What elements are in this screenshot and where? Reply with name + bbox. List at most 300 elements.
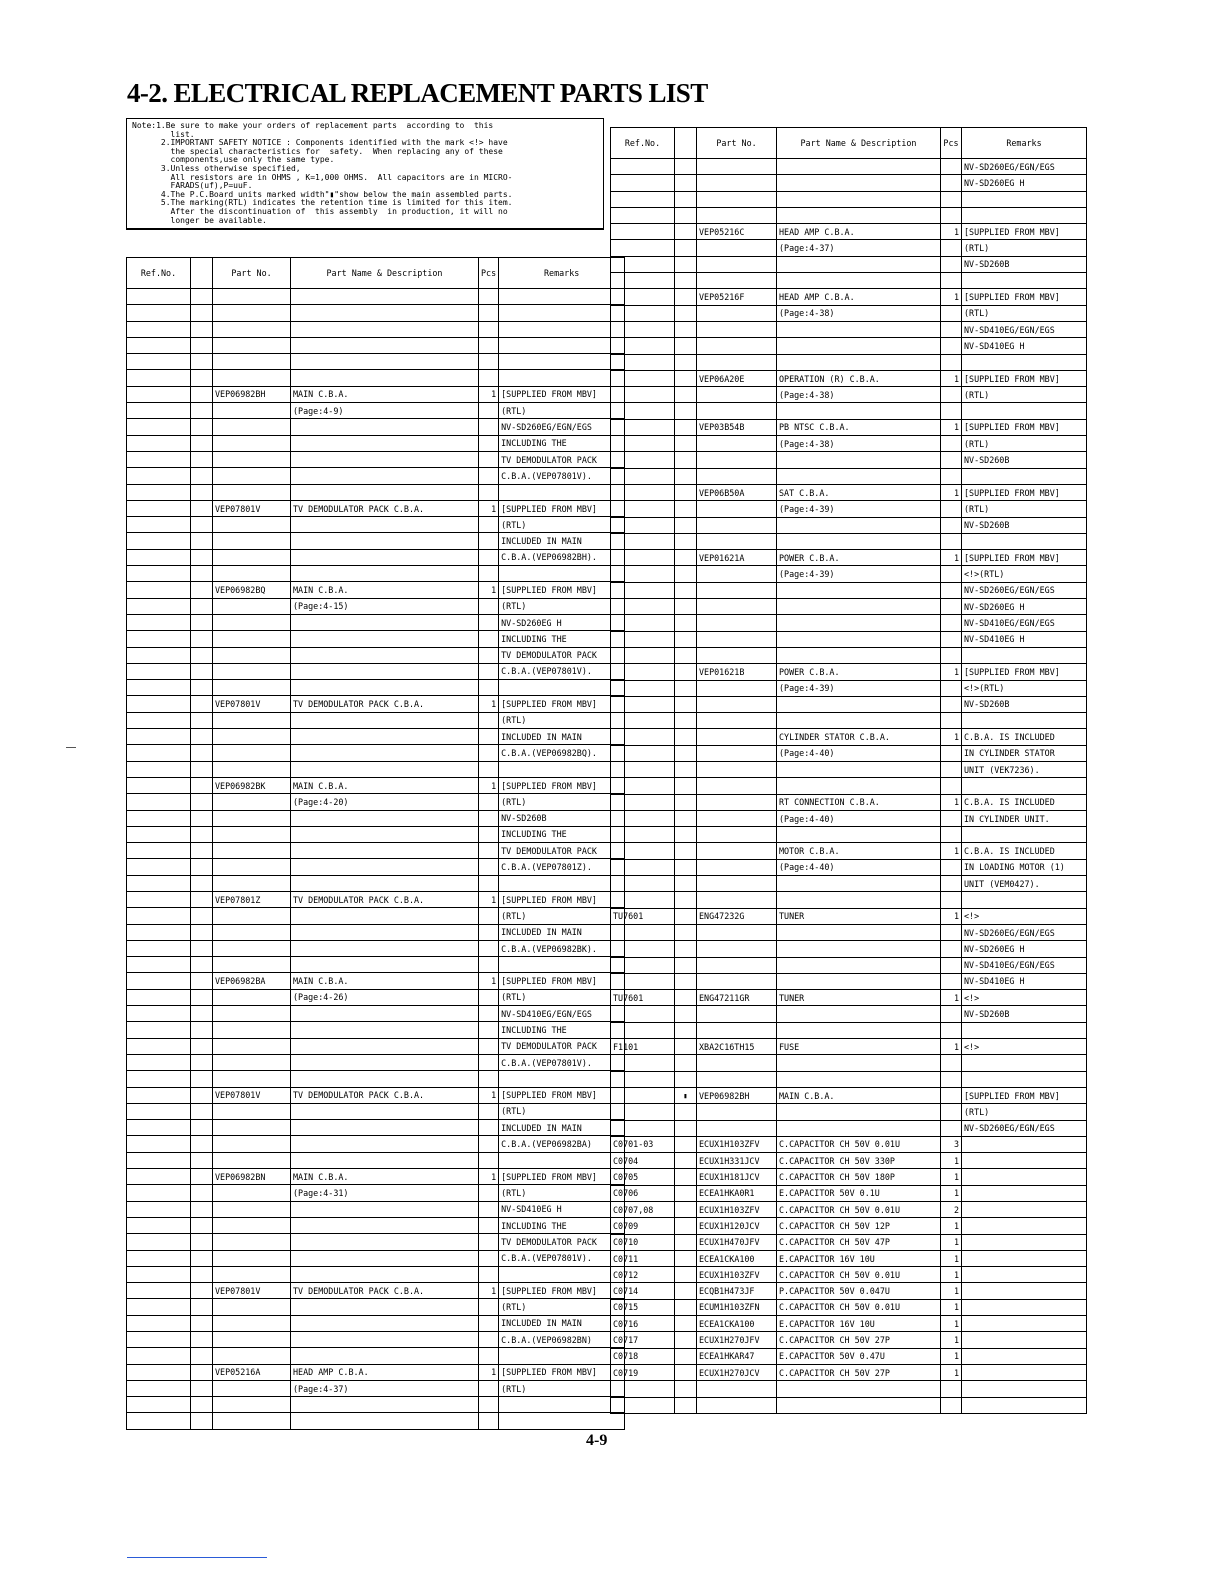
note-line: FARADS(uf),P=uuF. [132,182,253,191]
ref-no-cell [611,289,675,305]
part-name-cell [291,1038,479,1054]
part-name-cell [777,403,941,419]
note-line: 5.The marking(RTL) indicates the retention time is limited for this item. [132,199,513,208]
table-row [127,1266,625,1282]
table-row [127,1380,625,1396]
pcs-cell [479,712,499,728]
bullet-cell [191,500,213,516]
part-name-cell: SAT C.B.A. [777,484,941,500]
pcs-cell [479,1299,499,1315]
header-ref-no: Ref.No. [127,258,191,289]
bullet-cell [191,1103,213,1119]
ref-no-cell [127,1299,191,1315]
part-name-cell [291,940,479,956]
remarks-cell [962,1316,1087,1332]
table-row [611,159,1087,175]
bullet-cell [191,354,213,370]
remarks-cell [962,1022,1087,1038]
part-no-cell: VEP03B54B [697,419,777,435]
table-row [127,1283,625,1299]
part-name-cell: E.CAPACITOR 50V 0.47U [777,1348,941,1364]
part-no-cell [213,631,291,647]
ref-no-cell [127,794,191,810]
part-name-cell: E.CAPACITOR 50V 0.1U [777,1185,941,1201]
table-row [127,989,625,1005]
pcs-cell: 1 [941,1185,962,1201]
pcs-cell: 1 [941,1039,962,1055]
bullet-cell [675,1283,697,1299]
bullet-cell [675,321,697,337]
part-no-cell: VEP07801Z [213,891,291,907]
part-name-cell: (Page:4-40) [777,859,941,875]
ref-no-cell [611,876,675,892]
remarks-cell [962,1250,1087,1266]
table-row [611,1202,1087,1218]
part-name-cell [777,256,941,272]
remarks-cell [499,1413,625,1429]
ref-no-cell [611,338,675,354]
bullet-cell [191,1006,213,1022]
part-no-cell [697,631,777,647]
part-no-cell [697,941,777,957]
part-no-cell [697,403,777,419]
pcs-cell [479,1201,499,1217]
table-row [127,745,625,761]
part-name-cell [777,892,941,908]
bullet-cell [675,207,697,223]
part-name-cell: (Page:4-40) [777,745,941,761]
part-no-cell [213,745,291,761]
bullet-cell [675,990,697,1006]
pcs-cell [479,745,499,761]
ref-no-cell [127,468,191,484]
bullet-cell [675,452,697,468]
bullet-cell [675,419,697,435]
part-no-cell: ECUX1H103ZFV [697,1136,777,1152]
part-no-cell [213,924,291,940]
part-name-cell: MOTOR C.B.A. [777,843,941,859]
pcs-cell [479,1234,499,1250]
remarks-cell: (RTL) [499,908,625,924]
remarks-cell: NV-SD260EG/EGN/EGS [962,159,1087,175]
table-row [127,631,625,647]
part-name-cell [291,663,479,679]
table-row [127,1250,625,1266]
pcs-cell: 1 [941,990,962,1006]
ref-no-cell: TU7601 [611,908,675,924]
table-row [611,370,1087,386]
pcs-cell [479,337,499,353]
ref-no-cell [127,826,191,842]
part-name-cell [291,1299,479,1315]
part-name-cell [291,1136,479,1152]
remarks-cell: (RTL) [962,305,1087,321]
part-name-cell [291,1413,479,1429]
pcs-cell [941,517,962,533]
ref-no-cell: C0712 [611,1267,675,1283]
remarks-cell [962,1185,1087,1201]
footer-rule [127,1557,267,1558]
part-no-cell [213,1006,291,1022]
bullet-cell [675,273,697,289]
table-row [611,1153,1087,1169]
pcs-cell [941,256,962,272]
part-no-cell: VEP06982BH [697,1087,777,1103]
part-no-cell: ECEA1HKA0R1 [697,1185,777,1201]
part-name-cell [291,924,479,940]
table-row [127,680,625,696]
ref-no-cell [127,957,191,973]
part-no-cell [213,533,291,549]
table-row [127,1364,625,1380]
bullet-cell [191,631,213,647]
bullet-cell [675,843,697,859]
remarks-cell [499,1266,625,1282]
ref-no-cell [611,305,675,321]
part-name-cell: TUNER [777,990,941,1006]
ref-no-cell [611,1381,675,1397]
remarks-cell: UNIT (VEK7236). [962,761,1087,777]
table-row [127,1413,625,1429]
remarks-cell: NV-SD260B [962,517,1087,533]
part-name-cell: (Page:4-26) [291,989,479,1005]
part-no-cell [213,729,291,745]
bullet-cell [191,826,213,842]
pcs-cell [941,713,962,729]
bullet-cell [675,305,697,321]
bullet-cell [191,680,213,696]
remarks-cell [499,370,625,386]
table-row [127,305,625,321]
pcs-cell: 1 [941,1316,962,1332]
ref-no-cell [127,1185,191,1201]
table-row [611,289,1087,305]
remarks-cell [962,1381,1087,1397]
remarks-cell: C.B.A.(VEP07801V). [499,1250,625,1266]
part-name-cell [291,419,479,435]
bullet-cell [191,1234,213,1250]
pcs-cell [479,321,499,337]
table-row [127,647,625,663]
part-name-cell [291,1022,479,1038]
part-name-cell [291,729,479,745]
remarks-cell: NV-SD410EG/EGN/EGS [962,615,1087,631]
ref-no-cell [127,566,191,582]
remarks-cell: NV-SD410EG/EGN/EGS [499,1006,625,1022]
ref-no-cell: C0711 [611,1250,675,1266]
bullet-cell [191,1136,213,1152]
ref-no-cell [127,1006,191,1022]
remarks-cell [962,778,1087,794]
part-name-cell [777,713,941,729]
part-no-cell [213,647,291,663]
bullet-cell [675,745,697,761]
table-row [611,810,1087,826]
remarks-cell: TV DEMODULATOR PACK [499,451,625,467]
remarks-cell: IN LOADING MOTOR (1) [962,859,1087,875]
part-name-cell: RT CONNECTION C.B.A. [777,794,941,810]
pcs-cell: 1 [941,1234,962,1250]
part-name-cell: (Page:4-20) [291,794,479,810]
table-row [127,354,625,370]
ref-no-cell [127,1071,191,1087]
pcs-cell [479,1397,499,1413]
table-row [127,1054,625,1070]
pcs-cell [479,1332,499,1348]
bullet-cell [191,289,213,305]
pcs-cell: 1 [941,1218,962,1234]
bullet-cell [191,1397,213,1413]
part-name-cell: MAIN C.B.A. [291,973,479,989]
ref-no-cell: C0714 [611,1283,675,1299]
remarks-cell: (RTL) [962,1104,1087,1120]
part-no-cell [213,337,291,353]
remarks-cell: (RTL) [962,501,1087,517]
ref-no-cell: C0718 [611,1348,675,1364]
pcs-cell [941,240,962,256]
part-no-cell [697,305,777,321]
table-row [611,1104,1087,1120]
part-name-cell [291,549,479,565]
table-row [127,1332,625,1348]
bullet-cell [675,1185,697,1201]
bullet-cell [675,387,697,403]
table-row [611,729,1087,745]
pcs-cell [941,321,962,337]
ref-no-cell [127,859,191,875]
part-name-cell [291,1332,479,1348]
ref-no-cell: C0701-03 [611,1136,675,1152]
ref-no-cell [127,1413,191,1429]
table-row [611,696,1087,712]
table-row [127,663,625,679]
remarks-cell: NV-SD260EG H [962,941,1087,957]
ref-no-cell [611,1104,675,1120]
part-name-cell [291,1054,479,1070]
remarks-cell: C.B.A.(VEP07801V). [499,468,625,484]
pcs-cell [479,1054,499,1070]
ref-no-cell [611,452,675,468]
remarks-cell: INCLUDED IN MAIN [499,1315,625,1331]
pcs-cell [479,680,499,696]
pcs-cell [479,1006,499,1022]
part-name-cell: C.CAPACITOR CH 50V 0.01U [777,1202,941,1218]
pcs-cell [479,729,499,745]
remarks-cell: (RTL) [499,989,625,1005]
pcs-cell [479,354,499,370]
part-no-cell [697,1120,777,1136]
table-row [127,517,625,533]
table-row [127,1234,625,1250]
pcs-cell: 1 [941,1169,962,1185]
bullet-cell [675,631,697,647]
remarks-cell [499,354,625,370]
table-row [611,794,1087,810]
remarks-cell: C.B.A.(VEP07801Z). [499,859,625,875]
part-name-cell [777,941,941,957]
header-pcs: Pcs [479,258,499,289]
pcs-cell: 1 [941,908,962,924]
part-name-cell [291,1120,479,1136]
bullet-cell [191,1169,213,1185]
table-row [611,973,1087,989]
table-row [127,1006,625,1022]
pcs-cell [941,1006,962,1022]
ref-no-cell [611,224,675,240]
bullet-cell [191,875,213,891]
part-name-cell: MAIN C.B.A. [291,386,479,402]
part-no-cell [697,1381,777,1397]
bullet-cell [675,859,697,875]
ref-no-cell [611,1120,675,1136]
pcs-cell [941,1022,962,1038]
part-name-cell: HEAD AMP C.B.A. [777,289,941,305]
part-no-cell: ENG47232G [697,908,777,924]
part-name-cell [291,761,479,777]
ref-no-cell [127,1022,191,1038]
table-row [611,1218,1087,1234]
pcs-cell [941,1381,962,1397]
note-line: After the discontinuation of this assembly in production, it will no [132,207,508,216]
part-no-cell [697,957,777,973]
table-row [611,452,1087,468]
ref-no-cell [127,761,191,777]
part-name-cell: TV DEMODULATOR PACK C.B.A. [291,891,479,907]
remarks-cell: [SUPPLIED FROM MBV] [962,289,1087,305]
part-name-cell [291,1315,479,1331]
bullet-cell [191,696,213,712]
bullet-cell [675,696,697,712]
table-row [127,419,625,435]
part-no-cell [213,1201,291,1217]
part-no-cell [697,191,777,207]
remarks-cell: C.B.A.(VEP06982BN) [499,1332,625,1348]
pcs-cell: 3 [941,1136,962,1152]
table-row [611,859,1087,875]
remarks-cell: UNIT (VEM0427). [962,876,1087,892]
bullet-cell [675,1055,697,1071]
pcs-cell [941,501,962,517]
part-no-cell [697,354,777,370]
ref-no-cell [127,1364,191,1380]
pcs-cell [941,859,962,875]
bullet-cell [675,224,697,240]
remarks-cell: TV DEMODULATOR PACK [499,1234,625,1250]
part-no-cell [697,1022,777,1038]
part-no-cell [213,1217,291,1233]
table-row [127,386,625,402]
part-no-cell [213,1397,291,1413]
part-no-cell [213,289,291,305]
header-part-no: Part No. [213,258,291,289]
ref-no-cell [127,1169,191,1185]
part-no-cell [213,1152,291,1168]
pcs-cell [479,289,499,305]
part-name-cell: TUNER [777,908,941,924]
bullet-cell [191,435,213,451]
part-name-cell: C.CAPACITOR CH 50V 27P [777,1364,941,1380]
table-row [611,941,1087,957]
pcs-cell [941,468,962,484]
bullet-cell [675,1267,697,1283]
part-no-cell [697,876,777,892]
table-row [611,1381,1087,1397]
table-row [127,940,625,956]
pcs-cell [941,403,962,419]
part-name-cell: MAIN C.B.A. [291,777,479,793]
table-row [127,1397,625,1413]
part-name-cell: (Page:4-40) [777,810,941,826]
bullet-cell [675,484,697,500]
table-row [127,908,625,924]
ref-no-cell [127,745,191,761]
table-row [611,778,1087,794]
bullet-cell [675,1218,697,1234]
header-pcs: Pcs [941,128,962,159]
remarks-cell [962,1348,1087,1364]
remarks-cell: NV-SD410EG/EGN/EGS [962,321,1087,337]
pcs-cell [941,159,962,175]
ref-no-cell [611,517,675,533]
part-no-cell: VEP01621A [697,550,777,566]
part-name-cell: (Page:4-37) [291,1380,479,1396]
part-no-cell [213,843,291,859]
part-name-cell [291,289,479,305]
remarks-cell: [SUPPLIED FROM MBV] [962,664,1087,680]
pcs-cell [479,647,499,663]
ref-no-cell [127,1348,191,1364]
remarks-cell: (RTL) [499,1103,625,1119]
pcs-cell: 1 [941,484,962,500]
part-name-cell: C.CAPACITOR CH 50V 0.01U [777,1299,941,1315]
bullet-cell [675,680,697,696]
remarks-cell: [SUPPLIED FROM MBV] [499,973,625,989]
remarks-cell: C.B.A. IS INCLUDED [962,729,1087,745]
pcs-cell [479,1136,499,1152]
part-no-cell [697,924,777,940]
bullet-cell [675,664,697,680]
ref-no-cell [611,436,675,452]
ref-no-cell [611,159,675,175]
bullet-cell [191,794,213,810]
table-row [127,1022,625,1038]
bullet-cell [675,370,697,386]
part-no-cell [213,1054,291,1070]
part-no-cell [213,908,291,924]
part-name-cell [777,1006,941,1022]
pcs-cell: 1 [941,1250,962,1266]
pcs-cell [479,843,499,859]
part-no-cell [213,940,291,956]
bullet-cell [191,940,213,956]
pcs-cell [479,908,499,924]
part-no-cell [213,484,291,500]
table-row [611,957,1087,973]
ref-no-cell [127,1266,191,1282]
part-no-cell [213,598,291,614]
remarks-cell [499,484,625,500]
ref-no-cell [611,566,675,582]
remarks-cell [499,1348,625,1364]
part-name-cell [291,614,479,630]
bullet-cell [191,1364,213,1380]
remarks-cell [499,761,625,777]
part-no-cell: ECQB1H473JF [697,1283,777,1299]
ref-no-cell [127,1217,191,1233]
part-no-cell [697,827,777,843]
remarks-cell: <!>(RTL) [962,680,1087,696]
note-line: longer be available. [132,216,267,225]
